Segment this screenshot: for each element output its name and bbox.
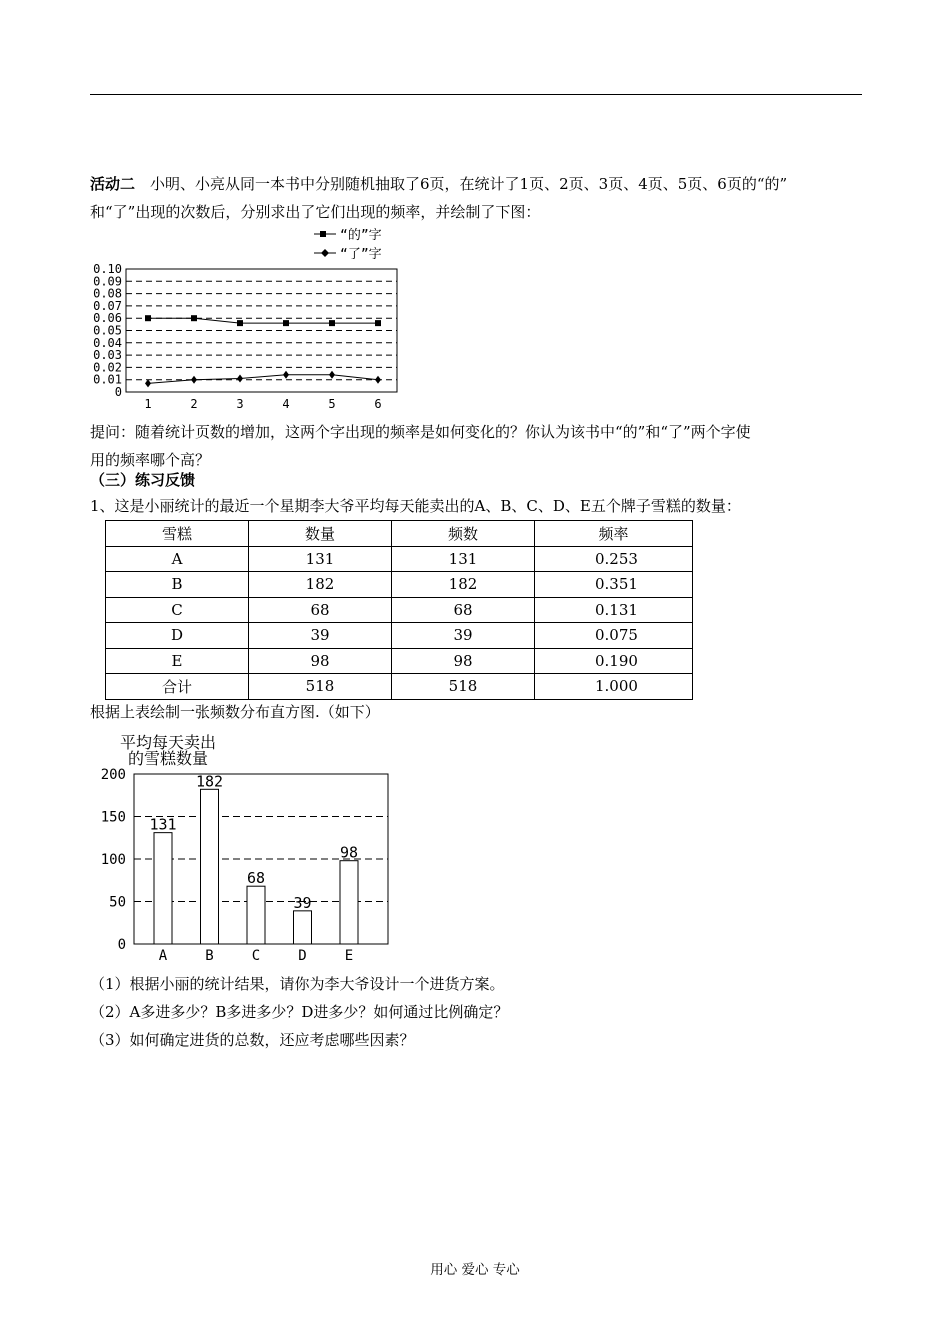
data-point-le <box>375 376 381 384</box>
y-tick-label: 0.03 <box>93 348 122 363</box>
frequency-table <box>105 520 693 700</box>
header-cell: 频数 <box>392 521 535 547</box>
bar-A <box>154 833 172 944</box>
data-label: 131 <box>149 815 177 834</box>
table-cell: 182 <box>249 572 392 598</box>
table-cell: C <box>106 597 249 623</box>
table-cell: 518 <box>249 674 392 700</box>
data-point-de <box>283 320 289 326</box>
legend-label-le: “了”字 <box>340 247 382 262</box>
data-point-de <box>191 315 197 321</box>
table-row <box>106 623 693 649</box>
y-tick-label: 0.02 <box>93 360 122 375</box>
bar-D <box>294 911 312 944</box>
table-cell: 98 <box>392 648 535 674</box>
y-tick-label: 0.07 <box>93 298 122 313</box>
bar-E <box>340 861 358 944</box>
header-rule <box>90 94 862 95</box>
histogram-x-ticks <box>159 948 353 964</box>
y-tick-label: 0 <box>117 937 126 953</box>
y-tick-label: 150 <box>100 809 126 826</box>
table-cell: 合计 <box>106 674 249 700</box>
y-tick-label: 0.09 <box>93 274 122 289</box>
data-point-de <box>329 320 335 326</box>
activity2-paragraph <box>90 170 862 226</box>
table-row <box>106 546 693 572</box>
line-chart-x-ticks <box>144 397 381 411</box>
data-label: 182 <box>195 772 224 791</box>
x-tick-label: 3 <box>236 397 244 411</box>
x-tick-label: 2 <box>190 397 198 411</box>
data-point-le <box>329 371 335 379</box>
table-cell: 68 <box>392 597 535 623</box>
line-chart-legend <box>314 228 382 262</box>
histogram-y-ticks <box>101 767 126 953</box>
question-line1: 提问：随着统计页数的增加，这两个字出现的频率是如何变化的？你认为该书中“的”和“了”两个字使 <box>90 423 751 441</box>
data-label: 39 <box>293 893 312 912</box>
activity2-line2: 和“了”出现的次数后，分别求出了它们出现的频率，并绘制了下图： <box>90 203 541 221</box>
activity2-line1: 小明、小亮从同一本书中分别随机抽取了6页，在统计了1页、2页、3页、4页、5页、6页的“的” <box>135 175 788 193</box>
data-point-le <box>145 379 151 387</box>
activity2-heading: 活动二 <box>90 175 136 193</box>
x-tick-label: E <box>344 948 354 964</box>
series-line-le <box>148 375 378 384</box>
header-cell: 数量 <box>249 521 392 547</box>
data-point-de <box>237 320 243 326</box>
ice-cream-histogram <box>92 728 402 968</box>
y-tick-label: 200 <box>100 767 126 783</box>
table-cell: D <box>106 623 249 649</box>
histogram-title-line2: 的雪糕数量 <box>128 749 209 768</box>
table-cell: 0.190 <box>535 648 693 674</box>
data-point-le <box>191 376 197 384</box>
table-cell: 131 <box>392 546 535 572</box>
bar-C <box>247 886 265 944</box>
bar-B <box>201 789 219 944</box>
legend-label-de: “的”字 <box>340 228 382 243</box>
header-cell: 雪糕 <box>106 521 249 547</box>
line-chart-gridlines <box>126 281 397 379</box>
table-cell: 98 <box>249 648 392 674</box>
x-tick-label: 5 <box>328 397 336 411</box>
table-cell: 518 <box>392 674 535 700</box>
y-tick-label: 0.06 <box>93 311 122 326</box>
y-tick-label: 0.01 <box>93 372 122 387</box>
y-tick-label: 0.04 <box>93 335 122 350</box>
data-label: 68 <box>246 869 266 888</box>
header-cell: 频率 <box>535 521 693 547</box>
y-tick-label: 0 <box>114 385 122 399</box>
table-cell: 0.075 <box>535 623 693 649</box>
table-cell: 68 <box>249 597 392 623</box>
table-cell: 39 <box>249 623 392 649</box>
data-point-le <box>237 374 243 382</box>
x-tick-label: A <box>158 948 168 964</box>
question-item-2: （2）A多进多少？B多进多少？D进多少？如何通过比例确定？ <box>90 1003 509 1021</box>
table-cell: B <box>106 572 249 598</box>
table-cell: 0.351 <box>535 572 693 598</box>
x-tick-label: B <box>205 948 214 964</box>
table-cell: 0.131 <box>535 597 693 623</box>
table-row <box>106 648 693 674</box>
y-tick-label: 50 <box>109 894 126 911</box>
data-point-le <box>283 371 289 379</box>
exercise1-text: 1、这是小丽统计的最近一个星期李大爷平均每天能卖出的A、B、C、D、E五个牌子雪糕的数量： <box>90 497 741 515</box>
x-tick-label: 4 <box>282 397 290 411</box>
y-tick-label: 100 <box>100 852 126 868</box>
question-list <box>90 970 862 1054</box>
data-point-de <box>375 320 381 326</box>
table-total-row <box>106 674 693 700</box>
question-line2: 用的频率哪个高？ <box>90 451 211 469</box>
data-point-de <box>145 315 151 321</box>
table-cell: E <box>106 648 249 674</box>
table-cell: 131 <box>249 546 392 572</box>
y-tick-label: 0.10 <box>93 262 122 276</box>
histogram-title-line1: 平均每天卖出 <box>120 733 217 752</box>
after-table-text: 根据上表绘制一张频数分布直方图.（如下） <box>90 703 380 721</box>
table-cell: A <box>106 546 249 572</box>
data-label: 98 <box>339 843 359 862</box>
x-tick-label: D <box>298 948 307 964</box>
table-row <box>106 597 693 623</box>
x-tick-label: 6 <box>374 397 382 411</box>
y-tick-label: 0.05 <box>93 323 122 338</box>
word-frequency-line-chart <box>82 222 412 417</box>
table-header-row <box>106 521 693 547</box>
question-item-1: （1）根据小丽的统计结果，请你为李大爷设计一个进货方案。 <box>90 975 505 993</box>
x-tick-label: 1 <box>144 397 152 411</box>
page-footer: 用心 爱心 专心 <box>430 1262 520 1278</box>
question-item-3: （3）如何确定进货的总数，还应考虑哪些因素？ <box>90 1031 415 1049</box>
table-cell: 182 <box>392 572 535 598</box>
legend-marker-le <box>321 249 329 257</box>
x-tick-label: C <box>251 948 261 964</box>
table-cell: 1.000 <box>535 674 693 700</box>
line-chart-series <box>145 315 381 387</box>
table-cell: 39 <box>392 623 535 649</box>
line-chart-y-ticks <box>93 262 122 399</box>
section3-title: （三）练习反馈 <box>90 471 196 489</box>
histogram-bars <box>154 789 358 944</box>
series-line-de <box>148 318 378 323</box>
table-row <box>106 572 693 598</box>
table-cell: 0.253 <box>535 546 693 572</box>
legend-marker-de <box>320 231 326 237</box>
y-tick-label: 0.08 <box>93 286 122 301</box>
